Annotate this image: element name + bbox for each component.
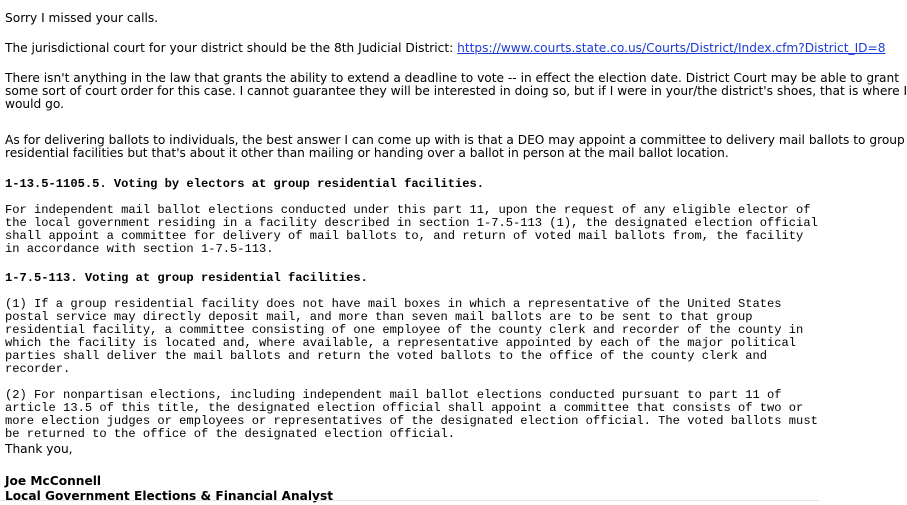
statute1-line: the local government residing in a facility described in section 1-7.5-113 (1), the designated election official <box>5 216 818 230</box>
court-text: The jurisdictional court for your district should be the 8th Judicial District: <box>5 41 458 55</box>
statute1-line: shall appoint a committee for delivery of mail ballots to, and return of voted mail ballots from, the facility <box>5 229 804 243</box>
greeting-text: Sorry I missed your calls. <box>5 11 159 25</box>
delivery-line: As for delivering ballots to individuals, the best answer I can come up with is that a DEO may appoint a committee to delivery mail ballots to group <box>5 133 905 147</box>
deadline-line: would go. <box>5 97 64 111</box>
statute2-sub2-line: (2) For nonpartisan elections, including independent mail ballot elections conducted pursuant to part 11 of <box>5 388 782 402</box>
footer-divider <box>0 500 819 501</box>
statute2-sub2-line: be returned to the office of the designated election official. <box>5 427 455 441</box>
statute2-sub1-line: postal service may directly deposit mail, and more than seven mail ballots are to be sent to that group <box>5 310 753 324</box>
statute2-heading: 1-7.5-113. Voting at group residential facilities. <box>5 271 368 285</box>
statute2-sub2-line: more election judges or employees or representatives of the designated election official. The voted ballots must <box>5 414 818 428</box>
statute2-sub1-line: (1) If a group residential facility does not have mail boxes in which a representative of the United States <box>5 297 782 311</box>
statute1-body <box>5 204 818 256</box>
statute2-subsection-1 <box>5 298 803 376</box>
court-paragraph <box>5 42 886 55</box>
signature-name: Joe McConnell <box>5 474 102 488</box>
closing-text: Thank you, <box>5 442 73 456</box>
statute2-sub1-line: which the facility is located and, where available, a representative appointed by each of the major political <box>5 336 797 350</box>
statute1-line: in accordance with section 1-7.5-113. <box>5 242 274 256</box>
deadline-paragraph <box>5 72 907 111</box>
deadline-line: There isn't anything in the law that grants the ability to extend a deadline to vote -- in effect the election date. District Court may be able to grant <box>5 71 900 85</box>
statute1-line: For independent mail ballot elections conducted under this part 11, upon the request of any eligible elector of <box>5 203 811 217</box>
statute2-sub1-line: residential facility, a committee consisting of one employee of the county clerk and recorder of the county in <box>5 323 804 337</box>
statute1-heading: 1-13.5-1105.5. Voting by electors at group residential facilities. <box>5 177 484 191</box>
statute2-sub1-line: recorder. <box>5 362 71 376</box>
deadline-line: some sort of court order for this case. I cannot guarantee they will be interested in doing so, but if I were in your/the district's shoes, that is where I <box>5 84 907 98</box>
statute2-subsection-2 <box>5 389 818 441</box>
delivery-line: residential facilities but that's about it other than mailing or handing over a ballot in person at the mail ballot location. <box>5 146 729 160</box>
statute2-sub2-line: article 13.5 of this title, the designated election official shall appoint a committee that consists of two or <box>5 401 804 415</box>
signature-title: Local Government Elections & Financial Analyst <box>5 489 334 503</box>
delivery-paragraph <box>5 134 905 160</box>
statute2-sub1-line: parties shall deliver the mail ballots and return the voted ballots to the office of the county clerk and <box>5 349 768 363</box>
court-link[interactable]: https://www.courts.state.co.us/Courts/District/Index.cfm?District_ID=8 <box>457 41 886 55</box>
